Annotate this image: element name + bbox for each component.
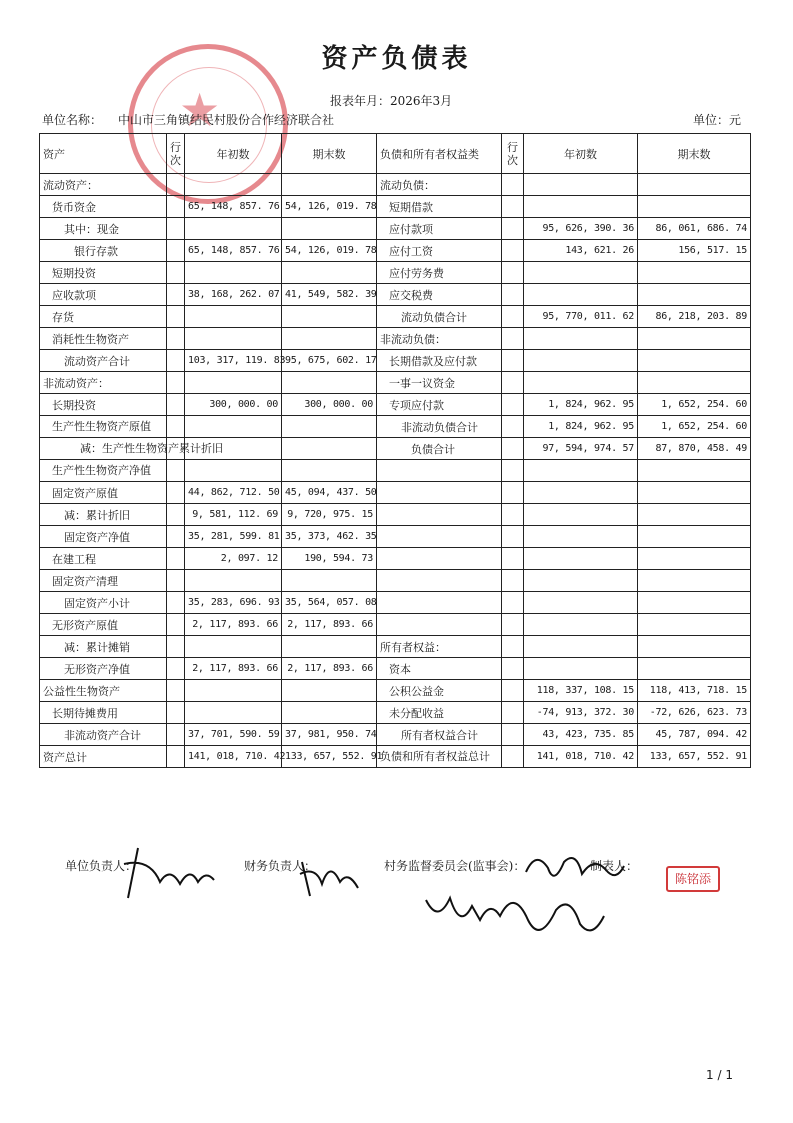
unit-name-value: 中山市三角镇结民村股份合作经济联合社 bbox=[118, 113, 335, 127]
liability-end-value bbox=[638, 636, 751, 658]
liability-name: 专项应付款 bbox=[377, 394, 502, 416]
liability-end-value bbox=[638, 548, 751, 570]
asset-line-no bbox=[167, 702, 185, 724]
liability-name: 应付劳务费 bbox=[377, 262, 502, 284]
liability-line-no bbox=[502, 724, 524, 746]
liability-line-no bbox=[502, 482, 524, 504]
asset-line-no bbox=[167, 482, 185, 504]
sign-preparer-label: 制表人： bbox=[590, 859, 639, 873]
liability-end-value bbox=[638, 372, 751, 394]
asset-name: 减：累计摊销 bbox=[40, 636, 167, 658]
table-row bbox=[40, 482, 751, 504]
liability-begin-value: 95, 626, 390. 36 bbox=[524, 218, 638, 240]
asset-begin-value bbox=[185, 174, 282, 196]
liability-name bbox=[377, 592, 502, 614]
asset-end-value: 190, 594. 73 bbox=[282, 548, 377, 570]
asset-name: 在建工程 bbox=[40, 548, 167, 570]
asset-begin-value: 2, 097. 12 bbox=[185, 548, 282, 570]
liability-begin-value bbox=[524, 548, 638, 570]
liability-line-no bbox=[502, 636, 524, 658]
liability-name bbox=[377, 570, 502, 592]
table-row bbox=[40, 218, 751, 240]
liability-line-no bbox=[502, 372, 524, 394]
asset-end-value: 54, 126, 019. 78 bbox=[282, 196, 377, 218]
liability-begin-value: -74, 913, 372. 30 bbox=[524, 702, 638, 724]
liability-begin-value: 1, 824, 962. 95 bbox=[524, 416, 638, 438]
asset-line-no bbox=[167, 196, 185, 218]
asset-end-value bbox=[282, 636, 377, 658]
header-liab-begin: 年初数 bbox=[524, 134, 638, 174]
asset-line-no bbox=[167, 394, 185, 416]
liability-name bbox=[377, 614, 502, 636]
liability-name: 所有者权益合计 bbox=[377, 724, 502, 746]
liability-end-value: -72, 626, 623. 73 bbox=[638, 702, 751, 724]
finance-signature bbox=[296, 852, 366, 902]
liability-begin-value bbox=[524, 174, 638, 196]
liability-line-no bbox=[502, 504, 524, 526]
table-row bbox=[40, 746, 751, 768]
liability-name: 非流动负债合计 bbox=[377, 416, 502, 438]
asset-begin-value: 141, 018, 710. 42 bbox=[185, 746, 282, 768]
liability-end-value: 133, 657, 552. 91 bbox=[638, 746, 751, 768]
asset-end-value bbox=[282, 416, 377, 438]
asset-name: 短期投资 bbox=[40, 262, 167, 284]
asset-name: 生产性生物资产原值 bbox=[40, 416, 167, 438]
header-asset-end: 期末数 bbox=[282, 134, 377, 174]
liability-end-value: 86, 218, 203. 89 bbox=[638, 306, 751, 328]
asset-begin-value bbox=[185, 262, 282, 284]
header-asset: 资产 bbox=[40, 134, 167, 174]
asset-begin-value bbox=[185, 218, 282, 240]
asset-line-no bbox=[167, 174, 185, 196]
asset-begin-value bbox=[185, 460, 282, 482]
asset-end-value: 45, 094, 437. 50 bbox=[282, 482, 377, 504]
liability-begin-value bbox=[524, 482, 638, 504]
liability-begin-value: 141, 018, 710. 42 bbox=[524, 746, 638, 768]
liability-end-value bbox=[638, 482, 751, 504]
asset-name: 减：累计折旧 bbox=[40, 504, 167, 526]
liability-end-value: 156, 517. 15 bbox=[638, 240, 751, 262]
liability-name: 应付工资 bbox=[377, 240, 502, 262]
table-row bbox=[40, 504, 751, 526]
asset-line-no bbox=[167, 592, 185, 614]
asset-line-no bbox=[167, 262, 185, 284]
asset-line-no bbox=[167, 306, 185, 328]
page-title: 资产负债表 bbox=[321, 44, 472, 74]
liability-begin-value: 1, 824, 962. 95 bbox=[524, 394, 638, 416]
liability-line-no bbox=[502, 680, 524, 702]
asset-end-value bbox=[282, 438, 377, 460]
table-row bbox=[40, 306, 751, 328]
liability-line-no bbox=[502, 614, 524, 636]
liability-name: 一事一议资金 bbox=[377, 372, 502, 394]
asset-end-value bbox=[282, 372, 377, 394]
asset-name: 流动资产合计 bbox=[40, 350, 167, 372]
liability-name: 短期借款 bbox=[377, 196, 502, 218]
liability-line-no bbox=[502, 394, 524, 416]
liability-begin-value bbox=[524, 460, 638, 482]
liability-line-no bbox=[502, 328, 524, 350]
liability-line-no bbox=[502, 570, 524, 592]
table-row bbox=[40, 526, 751, 548]
table-row bbox=[40, 196, 751, 218]
asset-begin-value: 37, 701, 590. 59 bbox=[185, 724, 282, 746]
liability-begin-value bbox=[524, 614, 638, 636]
sign-finance-label: 财务负责人： bbox=[244, 859, 317, 873]
table-row bbox=[40, 262, 751, 284]
sign-supervision-label: 村务监督委员会(监事会)： bbox=[384, 859, 526, 873]
asset-begin-value bbox=[185, 702, 282, 724]
liability-line-no bbox=[502, 702, 524, 724]
liability-end-value bbox=[638, 592, 751, 614]
asset-line-no bbox=[167, 240, 185, 262]
header-liabilities: 负债和所有者权益类 bbox=[377, 134, 502, 174]
liability-end-value bbox=[638, 284, 751, 306]
asset-name: 长期投资 bbox=[40, 394, 167, 416]
asset-end-value bbox=[282, 306, 377, 328]
currency-unit: 单位：元 bbox=[692, 113, 741, 127]
unit-name-label: 单位名称： bbox=[42, 113, 103, 127]
liability-begin-value bbox=[524, 262, 638, 284]
liability-end-value bbox=[638, 350, 751, 372]
liability-name: 未分配收益 bbox=[377, 702, 502, 724]
liability-name: 公积公益金 bbox=[377, 680, 502, 702]
asset-line-no bbox=[167, 658, 185, 680]
asset-end-value bbox=[282, 680, 377, 702]
liability-line-no bbox=[502, 592, 524, 614]
liability-line-no bbox=[502, 658, 524, 680]
asset-line-no bbox=[167, 218, 185, 240]
asset-line-no bbox=[167, 614, 185, 636]
asset-name: 非流动资产： bbox=[40, 372, 167, 394]
asset-end-value: 35, 564, 057. 08 bbox=[282, 592, 377, 614]
header-line-no: 行次 bbox=[167, 134, 185, 174]
table-row bbox=[40, 614, 751, 636]
liability-name: 应交税费 bbox=[377, 284, 502, 306]
liability-line-no bbox=[502, 438, 524, 460]
asset-end-value: 41, 549, 582. 39 bbox=[282, 284, 377, 306]
table-row bbox=[40, 438, 751, 460]
liability-begin-value bbox=[524, 570, 638, 592]
liability-line-no bbox=[502, 416, 524, 438]
liability-line-no bbox=[502, 526, 524, 548]
liability-begin-value bbox=[524, 350, 638, 372]
asset-begin-value bbox=[185, 680, 282, 702]
asset-name: 银行存款 bbox=[40, 240, 167, 262]
header-asset-begin: 年初数 bbox=[185, 134, 282, 174]
asset-line-no bbox=[167, 284, 185, 306]
liability-begin-value bbox=[524, 328, 638, 350]
table-row bbox=[40, 416, 751, 438]
balance-sheet-table bbox=[39, 133, 751, 768]
asset-begin-value bbox=[185, 416, 282, 438]
asset-begin-value: 300, 000. 00 bbox=[185, 394, 282, 416]
liability-name: 长期借款及应付款 bbox=[377, 350, 502, 372]
asset-line-no bbox=[167, 680, 185, 702]
liability-name: 所有者权益： bbox=[377, 636, 502, 658]
asset-name: 流动资产： bbox=[40, 174, 167, 196]
liability-begin-value: 95, 770, 011. 62 bbox=[524, 306, 638, 328]
asset-line-no bbox=[167, 746, 185, 768]
asset-line-no bbox=[167, 548, 185, 570]
liability-line-no bbox=[502, 218, 524, 240]
asset-name: 长期待摊费用 bbox=[40, 702, 167, 724]
asset-name: 资产总计 bbox=[40, 746, 167, 768]
table-row bbox=[40, 724, 751, 746]
asset-end-value bbox=[282, 174, 377, 196]
liability-begin-value bbox=[524, 504, 638, 526]
table-header-row bbox=[40, 134, 751, 174]
table-row bbox=[40, 592, 751, 614]
liability-end-value: 1, 652, 254. 60 bbox=[638, 394, 751, 416]
official-seal-star-icon: ★ bbox=[179, 83, 221, 137]
asset-name: 减：生产性生物资产累计折旧 bbox=[40, 438, 167, 460]
liability-line-no bbox=[502, 196, 524, 218]
liability-begin-value: 97, 594, 974. 57 bbox=[524, 438, 638, 460]
table-body bbox=[40, 174, 751, 768]
report-period: 报表年月：2026年3月 bbox=[330, 94, 453, 108]
asset-begin-value: 65, 148, 857. 76 bbox=[185, 240, 282, 262]
liability-begin-value bbox=[524, 658, 638, 680]
asset-begin-value: 44, 862, 712. 50 bbox=[185, 482, 282, 504]
liability-name bbox=[377, 482, 502, 504]
asset-begin-value bbox=[185, 372, 282, 394]
asset-end-value: 35, 373, 462. 35 bbox=[282, 526, 377, 548]
asset-name: 存货 bbox=[40, 306, 167, 328]
asset-line-no bbox=[167, 460, 185, 482]
asset-end-value bbox=[282, 460, 377, 482]
asset-name: 应收款项 bbox=[40, 284, 167, 306]
head-signature bbox=[120, 842, 220, 902]
table-row bbox=[40, 636, 751, 658]
liability-begin-value: 43, 423, 735. 85 bbox=[524, 724, 638, 746]
asset-name: 货币资金 bbox=[40, 196, 167, 218]
liability-line-no bbox=[502, 548, 524, 570]
asset-line-no bbox=[167, 372, 185, 394]
liability-name: 资本 bbox=[377, 658, 502, 680]
liability-begin-value: 143, 621. 26 bbox=[524, 240, 638, 262]
asset-name: 无形资产净值 bbox=[40, 658, 167, 680]
table-row bbox=[40, 240, 751, 262]
liability-end-value: 45, 787, 094. 42 bbox=[638, 724, 751, 746]
table-row bbox=[40, 284, 751, 306]
liability-line-no bbox=[502, 174, 524, 196]
table-row bbox=[40, 394, 751, 416]
table-row bbox=[40, 680, 751, 702]
liability-name bbox=[377, 504, 502, 526]
liability-begin-value bbox=[524, 284, 638, 306]
liability-end-value bbox=[638, 174, 751, 196]
table-row bbox=[40, 328, 751, 350]
liability-end-value bbox=[638, 460, 751, 482]
asset-begin-value: 103, 317, 119. 83 bbox=[185, 350, 282, 372]
asset-end-value bbox=[282, 328, 377, 350]
liability-name bbox=[377, 526, 502, 548]
liability-end-value: 87, 870, 458. 49 bbox=[638, 438, 751, 460]
asset-line-no bbox=[167, 636, 185, 658]
liability-line-no bbox=[502, 460, 524, 482]
liability-begin-value: 118, 337, 108. 15 bbox=[524, 680, 638, 702]
asset-begin-value bbox=[185, 636, 282, 658]
asset-begin-value: 65, 148, 857. 76 bbox=[185, 196, 282, 218]
table-row bbox=[40, 174, 751, 196]
asset-name: 其中：现金 bbox=[40, 218, 167, 240]
liability-name bbox=[377, 548, 502, 570]
liability-line-no bbox=[502, 350, 524, 372]
asset-begin-value: 38, 168, 262. 07 bbox=[185, 284, 282, 306]
asset-end-value: 54, 126, 019. 78 bbox=[282, 240, 377, 262]
liability-end-value: 1, 652, 254. 60 bbox=[638, 416, 751, 438]
asset-end-value bbox=[282, 702, 377, 724]
liability-end-value bbox=[638, 328, 751, 350]
asset-line-no bbox=[167, 570, 185, 592]
asset-end-value bbox=[282, 570, 377, 592]
asset-end-value bbox=[282, 218, 377, 240]
asset-name: 固定资产清理 bbox=[40, 570, 167, 592]
liability-line-no bbox=[502, 746, 524, 768]
table-row bbox=[40, 372, 751, 394]
asset-name: 非流动资产合计 bbox=[40, 724, 167, 746]
liability-end-value: 86, 061, 686. 74 bbox=[638, 218, 751, 240]
asset-end-value bbox=[282, 262, 377, 284]
asset-end-value: 9, 720, 975. 15 bbox=[282, 504, 377, 526]
asset-name: 固定资产净值 bbox=[40, 526, 167, 548]
liability-line-no bbox=[502, 306, 524, 328]
table-row bbox=[40, 570, 751, 592]
liability-end-value: 118, 413, 718. 15 bbox=[638, 680, 751, 702]
liability-end-value bbox=[638, 658, 751, 680]
liability-end-value bbox=[638, 570, 751, 592]
asset-begin-value bbox=[185, 306, 282, 328]
asset-name: 固定资产小计 bbox=[40, 592, 167, 614]
page-number: 1 / 1 bbox=[706, 1068, 733, 1082]
asset-name: 固定资产原值 bbox=[40, 482, 167, 504]
table-row bbox=[40, 658, 751, 680]
table-row bbox=[40, 350, 751, 372]
liability-name: 负债和所有者权益总计 bbox=[377, 746, 502, 768]
liability-end-value bbox=[638, 196, 751, 218]
liability-name bbox=[377, 460, 502, 482]
liability-end-value bbox=[638, 262, 751, 284]
liability-begin-value bbox=[524, 526, 638, 548]
asset-end-value: 2, 117, 893. 66 bbox=[282, 614, 377, 636]
liability-end-value bbox=[638, 504, 751, 526]
asset-end-value: 300, 000. 00 bbox=[282, 394, 377, 416]
asset-end-value: 95, 675, 602. 17 bbox=[282, 350, 377, 372]
table-row bbox=[40, 460, 751, 482]
liability-line-no bbox=[502, 284, 524, 306]
asset-end-value: 37, 981, 950. 74 bbox=[282, 724, 377, 746]
asset-begin-value: 9, 581, 112. 69 bbox=[185, 504, 282, 526]
asset-line-no bbox=[167, 724, 185, 746]
asset-name: 无形资产原值 bbox=[40, 614, 167, 636]
asset-begin-value: 35, 283, 696. 93 bbox=[185, 592, 282, 614]
sign-head-label: 单位负责人： bbox=[65, 859, 138, 873]
asset-line-no bbox=[167, 416, 185, 438]
asset-begin-value: 35, 281, 599. 81 bbox=[185, 526, 282, 548]
liability-name: 流动负债： bbox=[377, 174, 502, 196]
header-line-no-2: 行次 bbox=[502, 134, 524, 174]
unit-name-line bbox=[42, 111, 334, 128]
liability-begin-value bbox=[524, 592, 638, 614]
asset-line-no bbox=[167, 328, 185, 350]
asset-name: 消耗性生物资产 bbox=[40, 328, 167, 350]
asset-name: 生产性生物资产净值 bbox=[40, 460, 167, 482]
asset-begin-value bbox=[185, 570, 282, 592]
asset-begin-value bbox=[185, 328, 282, 350]
asset-begin-value: 2, 117, 893. 66 bbox=[185, 614, 282, 636]
liability-end-value bbox=[638, 526, 751, 548]
liability-begin-value bbox=[524, 636, 638, 658]
asset-line-no bbox=[167, 526, 185, 548]
liability-name: 负债合计 bbox=[377, 438, 502, 460]
liability-name: 应付款项 bbox=[377, 218, 502, 240]
table-row bbox=[40, 548, 751, 570]
header-liab-end: 期末数 bbox=[638, 134, 751, 174]
asset-begin-value: 2, 117, 893. 66 bbox=[185, 658, 282, 680]
liability-name: 流动负债合计 bbox=[377, 306, 502, 328]
asset-line-no bbox=[167, 504, 185, 526]
liability-begin-value bbox=[524, 372, 638, 394]
liability-line-no bbox=[502, 240, 524, 262]
asset-end-value: 133, 657, 552. 91 bbox=[282, 746, 377, 768]
asset-end-value: 2, 117, 893. 66 bbox=[282, 658, 377, 680]
asset-line-no bbox=[167, 350, 185, 372]
liability-line-no bbox=[502, 262, 524, 284]
liability-begin-value bbox=[524, 196, 638, 218]
preparer-seal: 陈铭添 bbox=[666, 866, 720, 892]
liability-end-value bbox=[638, 614, 751, 636]
table-row bbox=[40, 702, 751, 724]
liability-name: 非流动负债： bbox=[377, 328, 502, 350]
supervision-signature-2 bbox=[420, 880, 610, 950]
asset-name: 公益性生物资产 bbox=[40, 680, 167, 702]
